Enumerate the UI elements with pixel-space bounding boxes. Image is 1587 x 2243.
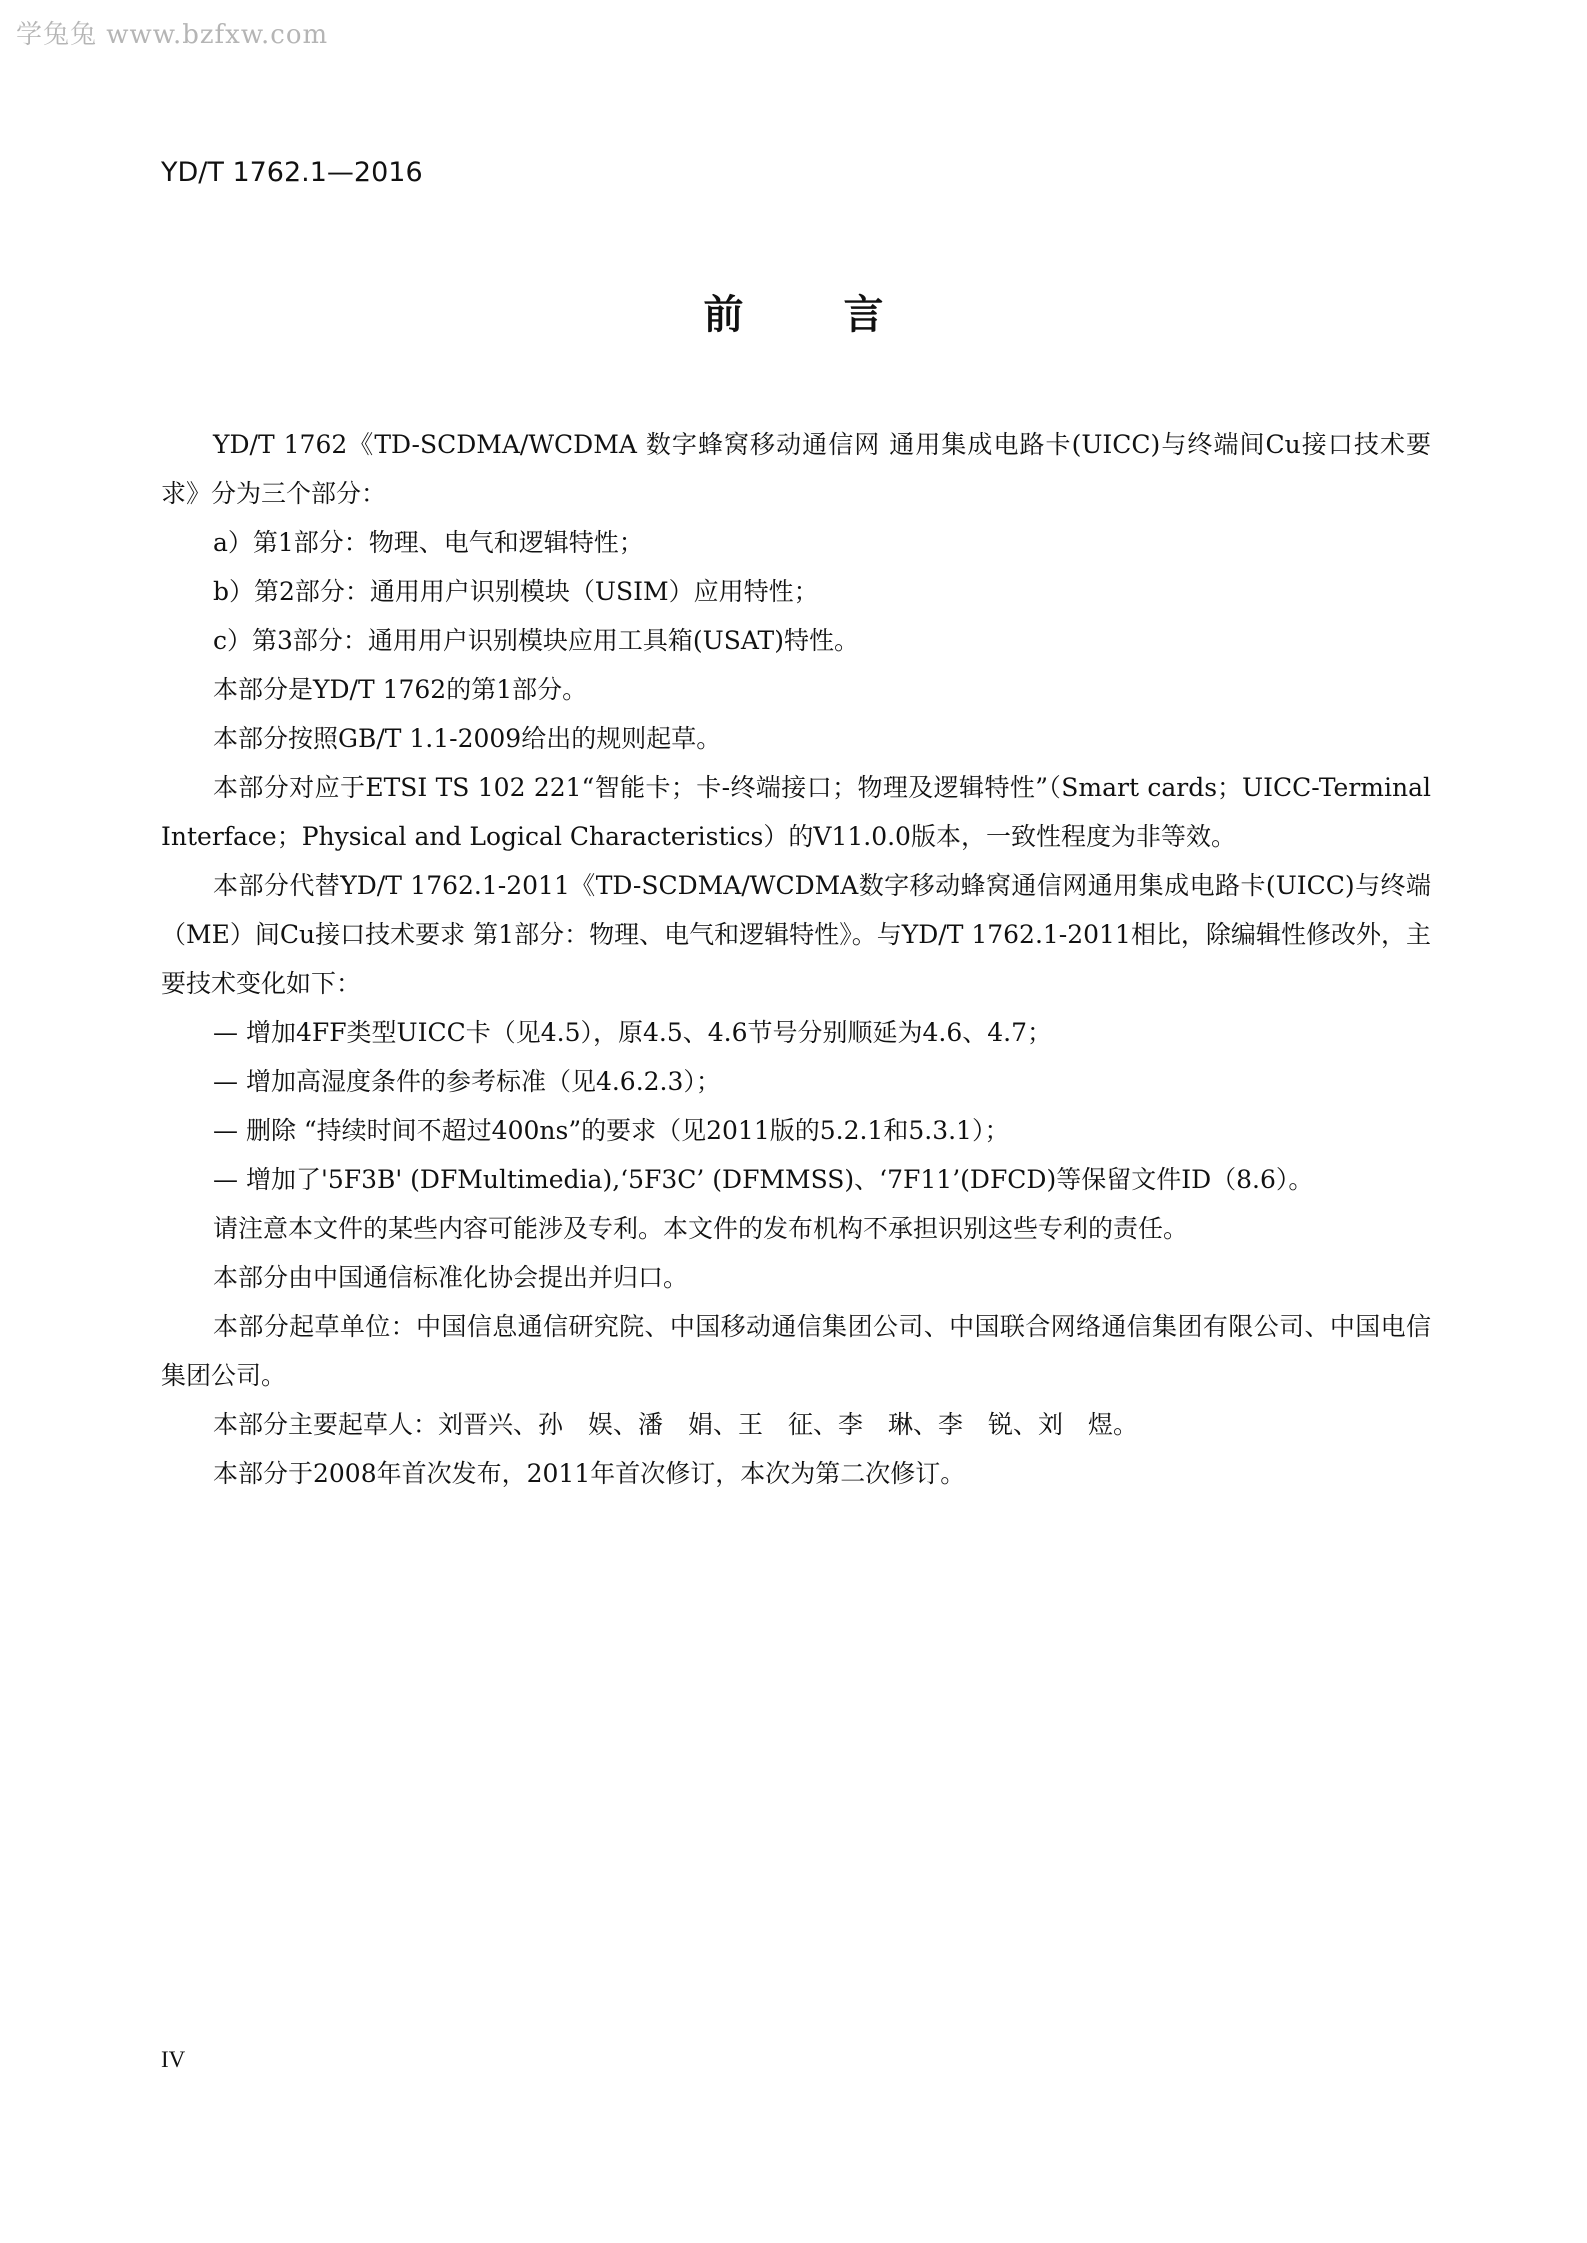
- list-item-part-2: b）第2部分：通用用户识别模块（USIM）应用特性；: [213, 577, 819, 606]
- list-item-part-1: a）第1部分：物理、电气和逻辑特性；: [213, 528, 644, 557]
- change-item-3: — 删除 “持续时间不超过400ns”的要求（见2011版的5.2.1和5.3.1）；: [213, 1116, 1010, 1145]
- foreword-body: [161, 420, 1431, 1498]
- paragraph-intro: YD/T 1762《TD-SCDMA/WCDMA 数字蜂窝移动通信网 通用集成电路卡(UICC)与终端间Cu接口技术要求》分为三个部分：: [161, 430, 1431, 508]
- paragraph-history: 本部分于2008年首次发布，2011年首次修订，本次为第二次修订。: [213, 1459, 966, 1488]
- change-item-2: — 增加高湿度条件的参考标准（见4.6.2.3）；: [213, 1067, 721, 1096]
- paragraph-drafting-rules: 本部分按照GB/T 1.1-2009给出的规则起草。: [213, 724, 722, 753]
- paragraph-replacement: 本部分代替YD/T 1762.1-2011《TD-SCDMA/WCDMA数字移动蜂窝通信网通用集成电路卡(UICC)与终端（ME）间Cu接口技术要求 第1部分：物理、电气和逻辑特性》。与YD/T 1762.1-2011相比，除编辑性修改外，主要技术变化如下：: [161, 871, 1431, 998]
- paragraph-correspondence: 本部分对应于ETSI TS 102 221“智能卡；卡-终端接口；物理及逻辑特性”（Smart cards；UICC-Terminal Interface；Physical and Logical Characteristics）的V11.0.0版本，一致性程度为非等效。: [161, 773, 1431, 851]
- paragraph-drafting-units: 本部分起草单位：中国信息通信研究院、中国移动通信集团公司、中国联合网络通信集团有限公司、中国电信集团公司。: [161, 1312, 1431, 1390]
- change-item-1: — 增加4FF类型UICC卡（见4.5），原4.5、4.6节号分别顺延为4.6、4.7；: [213, 1018, 1053, 1047]
- paragraph-patent-notice: 请注意本文件的某些内容可能涉及专利。本文件的发布机构不承担识别这些专利的责任。: [213, 1214, 1189, 1243]
- paragraph-proposer: 本部分由中国通信标准化协会提出并归口。: [213, 1263, 689, 1292]
- page-number: IV: [161, 2047, 186, 2072]
- page-title: 前言: [703, 292, 984, 338]
- document-code: YD/T 1762.1—2016: [161, 157, 423, 188]
- paragraph-drafters: 本部分主要起草人：刘晋兴、孙 娱、潘 娟、王 征、李 琳、李 锐、刘 煜。: [213, 1410, 1139, 1439]
- paragraph-part-statement: 本部分是YD/T 1762的第1部分。: [213, 675, 588, 704]
- list-item-part-3: c）第3部分：通用用户识别模块应用工具箱(USAT)特性。: [213, 626, 859, 655]
- change-item-4: — 增加了'5F3B' (DFMultimedia),‘5F3C’ (DFMMSS)、‘7F11’(DFCD)等保留文件ID（8.6）。: [213, 1165, 1314, 1194]
- watermark: 学兔兔 www.bzfxw.com: [16, 20, 329, 50]
